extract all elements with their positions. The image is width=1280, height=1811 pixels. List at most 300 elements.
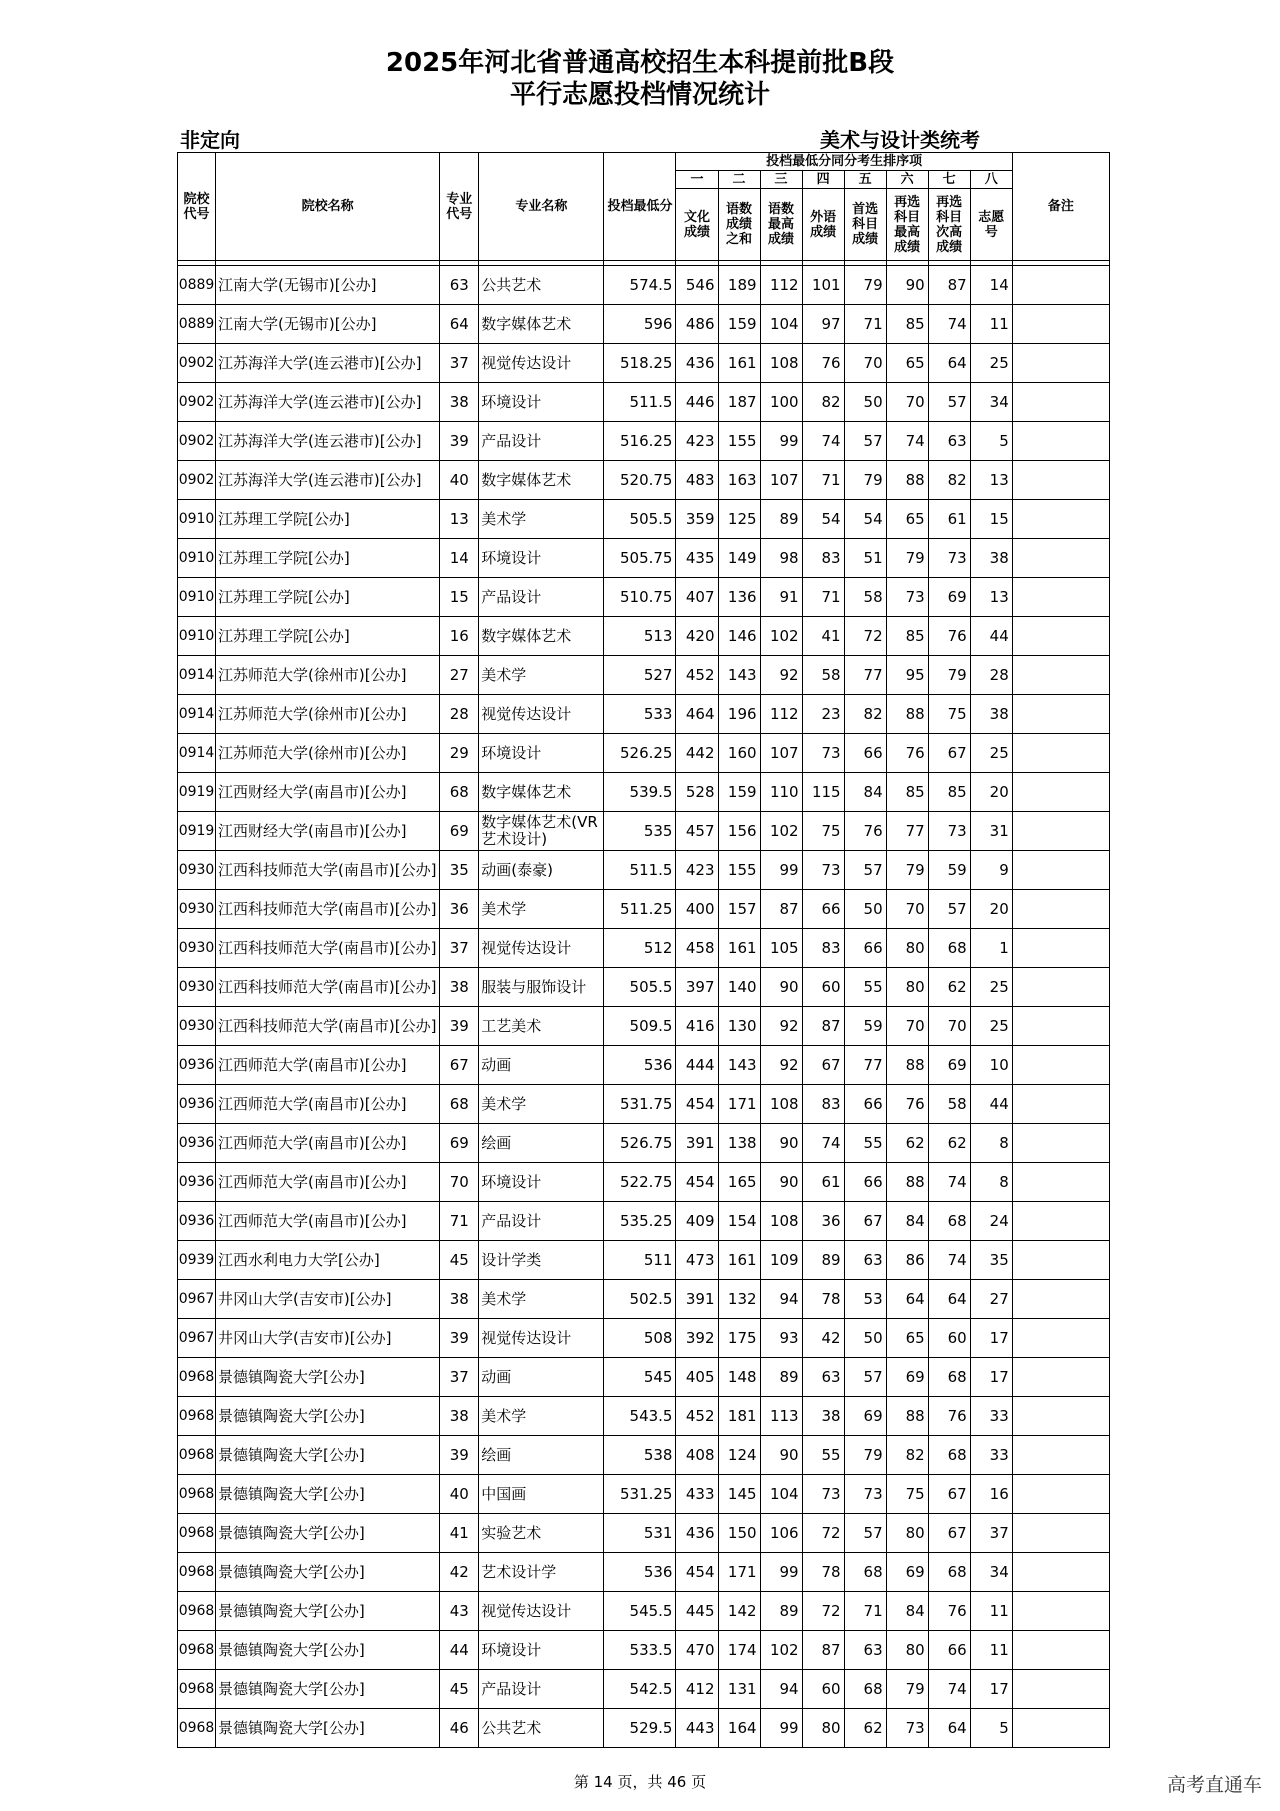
cell-culture-score: 546 — [676, 266, 718, 305]
cell-school-name: 江苏海洋大学(连云港市)[公办] — [216, 422, 440, 461]
cell-wish-number: 11 — [970, 1631, 1012, 1670]
cell-foreign-lang-score: 97 — [802, 305, 844, 344]
cell-second-subject-max: 88 — [886, 461, 928, 500]
cell-major-code: 38 — [440, 968, 479, 1007]
cell-min-score: 518.25 — [604, 344, 676, 383]
cell-second-subject-second: 82 — [928, 461, 970, 500]
cell-first-subject-score: 69 — [844, 1397, 886, 1436]
cell-school-code: 0930 — [178, 929, 216, 968]
cell-school-name: 江西科技师范大学(南昌市)[公办] — [216, 890, 440, 929]
cell-first-subject-score: 51 — [844, 539, 886, 578]
cell-major-name: 美术学 — [479, 1280, 604, 1319]
cell-chn-math-max: 90 — [760, 1124, 802, 1163]
cell-second-subject-second: 59 — [928, 851, 970, 890]
cell-chn-math-sum: 143 — [718, 656, 760, 695]
cell-second-subject-max: 86 — [886, 1241, 928, 1280]
table-row — [178, 1709, 1110, 1748]
cell-culture-score: 423 — [676, 422, 718, 461]
cell-major-name: 视觉传达设计 — [479, 929, 604, 968]
cell-chn-math-sum: 189 — [718, 266, 760, 305]
table-row — [178, 461, 1110, 500]
cell-foreign-lang-score: 42 — [802, 1319, 844, 1358]
cell-first-subject-score: 55 — [844, 968, 886, 1007]
cell-second-subject-second: 58 — [928, 1085, 970, 1124]
header-order-num: 二 — [718, 171, 760, 189]
cell-remarks — [1012, 812, 1109, 851]
cell-school-code: 0889 — [178, 266, 216, 305]
cell-school-name: 江苏师范大学(徐州市)[公办] — [216, 734, 440, 773]
cell-second-subject-second: 69 — [928, 578, 970, 617]
cell-second-subject-second: 74 — [928, 1670, 970, 1709]
cell-remarks — [1012, 773, 1109, 812]
table-row — [178, 1163, 1110, 1202]
cell-second-subject-second: 68 — [928, 1358, 970, 1397]
cell-remarks — [1012, 383, 1109, 422]
table-row — [178, 1124, 1110, 1163]
cell-second-subject-max: 69 — [886, 1553, 928, 1592]
cell-foreign-lang-score: 63 — [802, 1358, 844, 1397]
cell-min-score: 502.5 — [604, 1280, 676, 1319]
cell-chn-math-sum: 146 — [718, 617, 760, 656]
cell-foreign-lang-score: 74 — [802, 1124, 844, 1163]
cell-major-code: 39 — [440, 422, 479, 461]
table-row — [178, 812, 1110, 851]
cell-chn-math-max: 92 — [760, 1007, 802, 1046]
cell-chn-math-max: 89 — [760, 500, 802, 539]
cell-wish-number: 24 — [970, 1202, 1012, 1241]
cell-chn-math-max: 94 — [760, 1280, 802, 1319]
cell-wish-number: 44 — [970, 1085, 1012, 1124]
cell-second-subject-second: 73 — [928, 812, 970, 851]
cell-school-code: 0902 — [178, 422, 216, 461]
cell-min-score: 535.25 — [604, 1202, 676, 1241]
table-row — [178, 539, 1110, 578]
cell-chn-math-max: 93 — [760, 1319, 802, 1358]
table-row — [178, 1592, 1110, 1631]
cell-second-subject-second: 74 — [928, 305, 970, 344]
cell-major-code: 43 — [440, 1592, 479, 1631]
cell-culture-score: 446 — [676, 383, 718, 422]
cell-second-subject-second: 57 — [928, 890, 970, 929]
cell-min-score: 511 — [604, 1241, 676, 1280]
cell-second-subject-second: 68 — [928, 1202, 970, 1241]
cell-culture-score: 412 — [676, 1670, 718, 1709]
cell-min-score: 539.5 — [604, 773, 676, 812]
cell-school-code: 0967 — [178, 1280, 216, 1319]
cell-major-code: 27 — [440, 656, 479, 695]
cell-second-subject-max: 70 — [886, 1007, 928, 1046]
cell-chn-math-max: 92 — [760, 656, 802, 695]
cell-second-subject-max: 70 — [886, 890, 928, 929]
cell-school-name: 江苏海洋大学(连云港市)[公办] — [216, 344, 440, 383]
header-order-num: 六 — [886, 171, 928, 189]
cell-school-name: 江南大学(无锡市)[公办] — [216, 305, 440, 344]
cell-foreign-lang-score: 41 — [802, 617, 844, 656]
cell-remarks — [1012, 266, 1109, 305]
cell-remarks — [1012, 890, 1109, 929]
cell-school-name: 江苏理工学院[公办] — [216, 500, 440, 539]
cell-remarks — [1012, 1592, 1109, 1631]
cell-min-score: 511.5 — [604, 851, 676, 890]
cell-school-name: 景德镇陶瓷大学[公办] — [216, 1436, 440, 1475]
cell-chn-math-sum: 161 — [718, 344, 760, 383]
cell-second-subject-max: 74 — [886, 422, 928, 461]
cell-school-code: 0968 — [178, 1397, 216, 1436]
cell-culture-score: 407 — [676, 578, 718, 617]
cell-school-code: 0967 — [178, 1319, 216, 1358]
cell-foreign-lang-score: 87 — [802, 1631, 844, 1670]
cell-major-name: 绘画 — [479, 1124, 604, 1163]
cell-culture-score: 452 — [676, 1397, 718, 1436]
cell-chn-math-sum: 175 — [718, 1319, 760, 1358]
cell-chn-math-sum: 164 — [718, 1709, 760, 1748]
cell-major-name: 美术学 — [479, 500, 604, 539]
cell-school-name: 江苏师范大学(徐州市)[公办] — [216, 695, 440, 734]
cell-school-code: 0910 — [178, 578, 216, 617]
cell-chn-math-max: 90 — [760, 1163, 802, 1202]
cell-foreign-lang-score: 61 — [802, 1163, 844, 1202]
cell-chn-math-sum: 148 — [718, 1358, 760, 1397]
cell-chn-math-max: 99 — [760, 1553, 802, 1592]
cell-wish-number: 34 — [970, 383, 1012, 422]
cell-major-name: 环境设计 — [479, 539, 604, 578]
cell-major-code: 45 — [440, 1670, 479, 1709]
cell-second-subject-max: 64 — [886, 1280, 928, 1319]
cell-school-code: 0910 — [178, 500, 216, 539]
cell-foreign-lang-score: 54 — [802, 500, 844, 539]
cell-first-subject-score: 63 — [844, 1631, 886, 1670]
cell-chn-math-max: 110 — [760, 773, 802, 812]
cell-second-subject-max: 88 — [886, 1163, 928, 1202]
cell-culture-score: 473 — [676, 1241, 718, 1280]
cell-foreign-lang-score: 83 — [802, 1085, 844, 1124]
cell-major-name: 产品设计 — [479, 422, 604, 461]
cell-major-code: 37 — [440, 344, 479, 383]
cell-major-name: 环境设计 — [479, 1631, 604, 1670]
cell-wish-number: 9 — [970, 851, 1012, 890]
cell-first-subject-score: 50 — [844, 1319, 886, 1358]
cell-chn-math-sum: 124 — [718, 1436, 760, 1475]
cell-min-score: 508 — [604, 1319, 676, 1358]
cell-chn-math-sum: 132 — [718, 1280, 760, 1319]
page-number: 第 14 页，共 46 页 — [573, 1773, 707, 1791]
cell-min-score: 531 — [604, 1514, 676, 1553]
cell-second-subject-second: 62 — [928, 1124, 970, 1163]
cell-wish-number: 28 — [970, 656, 1012, 695]
cell-major-name: 视觉传达设计 — [479, 1319, 604, 1358]
cell-first-subject-score: 62 — [844, 1709, 886, 1748]
cell-wish-number: 17 — [970, 1358, 1012, 1397]
cell-foreign-lang-score: 83 — [802, 539, 844, 578]
cell-wish-number: 1 — [970, 929, 1012, 968]
cell-remarks — [1012, 1709, 1109, 1748]
cell-first-subject-score: 54 — [844, 500, 886, 539]
cell-first-subject-score: 79 — [844, 1436, 886, 1475]
cell-chn-math-sum: 171 — [718, 1553, 760, 1592]
cell-major-code: 28 — [440, 695, 479, 734]
cell-chn-math-max: 102 — [760, 812, 802, 851]
table-row — [178, 1514, 1110, 1553]
cell-min-score: 511.5 — [604, 383, 676, 422]
cell-min-score: 505.5 — [604, 968, 676, 1007]
cell-second-subject-second: 87 — [928, 266, 970, 305]
cell-min-score: 526.75 — [604, 1124, 676, 1163]
table-row — [178, 422, 1110, 461]
table-row — [178, 968, 1110, 1007]
cell-second-subject-max: 77 — [886, 812, 928, 851]
cell-culture-score: 423 — [676, 851, 718, 890]
cell-remarks — [1012, 539, 1109, 578]
table-row — [178, 1553, 1110, 1592]
cell-remarks — [1012, 734, 1109, 773]
cell-major-name: 公共艺术 — [479, 266, 604, 305]
cell-second-subject-max: 84 — [886, 1202, 928, 1241]
cell-major-code: 36 — [440, 890, 479, 929]
cell-min-score: 538 — [604, 1436, 676, 1475]
cell-wish-number: 13 — [970, 461, 1012, 500]
table-row — [178, 305, 1110, 344]
cell-min-score: 535 — [604, 812, 676, 851]
cell-remarks — [1012, 1514, 1109, 1553]
cell-school-code: 0910 — [178, 539, 216, 578]
cell-first-subject-score: 57 — [844, 851, 886, 890]
cell-second-subject-max: 73 — [886, 1709, 928, 1748]
cell-wish-number: 25 — [970, 344, 1012, 383]
cell-chn-math-max: 107 — [760, 734, 802, 773]
cell-min-score: 510.75 — [604, 578, 676, 617]
cell-chn-math-sum: 155 — [718, 851, 760, 890]
cell-school-name: 景德镇陶瓷大学[公办] — [216, 1670, 440, 1709]
cell-wish-number: 17 — [970, 1319, 1012, 1358]
table-row — [178, 500, 1110, 539]
table-row — [178, 1397, 1110, 1436]
cell-school-name: 江南大学(无锡市)[公办] — [216, 266, 440, 305]
cell-min-score: 533 — [604, 695, 676, 734]
cell-culture-score: 464 — [676, 695, 718, 734]
cell-chn-math-max: 113 — [760, 1397, 802, 1436]
header-order-num: 四 — [802, 171, 844, 189]
cell-school-code: 0930 — [178, 851, 216, 890]
cell-chn-math-sum: 155 — [718, 422, 760, 461]
cell-major-name: 服装与服饰设计 — [479, 968, 604, 1007]
cell-school-code: 0936 — [178, 1046, 216, 1085]
header-school-code: 院校代号 — [178, 153, 216, 261]
cell-major-code: 63 — [440, 266, 479, 305]
cell-second-subject-max: 73 — [886, 578, 928, 617]
cell-wish-number: 5 — [970, 422, 1012, 461]
cell-school-code: 0902 — [178, 383, 216, 422]
cell-culture-score: 443 — [676, 1709, 718, 1748]
table-row — [178, 1358, 1110, 1397]
cell-min-score: 512 — [604, 929, 676, 968]
cell-remarks — [1012, 968, 1109, 1007]
cell-major-code: 39 — [440, 1007, 479, 1046]
table-row — [178, 266, 1110, 305]
cell-second-subject-second: 85 — [928, 773, 970, 812]
cell-second-subject-second: 64 — [928, 344, 970, 383]
cell-min-score: 531.25 — [604, 1475, 676, 1514]
cell-major-code: 35 — [440, 851, 479, 890]
cell-second-subject-max: 85 — [886, 305, 928, 344]
cell-chn-math-sum: 156 — [718, 812, 760, 851]
cell-major-code: 41 — [440, 1514, 479, 1553]
cell-chn-math-sum: 150 — [718, 1514, 760, 1553]
cell-major-code: 38 — [440, 383, 479, 422]
cell-culture-score: 359 — [676, 500, 718, 539]
cell-culture-score: 433 — [676, 1475, 718, 1514]
cell-major-name: 产品设计 — [479, 578, 604, 617]
cell-school-name: 景德镇陶瓷大学[公办] — [216, 1631, 440, 1670]
header-order-item: 首选科目成绩 — [844, 189, 886, 261]
header-order-item: 语数成绩之和 — [718, 189, 760, 261]
cell-chn-math-sum: 161 — [718, 929, 760, 968]
cell-min-score: 533.5 — [604, 1631, 676, 1670]
cell-foreign-lang-score: 89 — [802, 1241, 844, 1280]
table-row — [178, 344, 1110, 383]
cell-second-subject-second: 76 — [928, 1592, 970, 1631]
cell-min-score: 513 — [604, 617, 676, 656]
cell-school-name: 江西师范大学(南昌市)[公办] — [216, 1163, 440, 1202]
cell-second-subject-max: 85 — [886, 617, 928, 656]
cell-first-subject-score: 72 — [844, 617, 886, 656]
cell-first-subject-score: 50 — [844, 383, 886, 422]
cell-culture-score: 397 — [676, 968, 718, 1007]
cell-foreign-lang-score: 58 — [802, 656, 844, 695]
cell-major-name: 实验艺术 — [479, 1514, 604, 1553]
cell-culture-score: 457 — [676, 812, 718, 851]
cell-culture-score: 436 — [676, 344, 718, 383]
cell-school-code: 0936 — [178, 1163, 216, 1202]
page-subtitle: 平行志愿投档情况统计 — [509, 80, 770, 110]
cell-chn-math-sum: 131 — [718, 1670, 760, 1709]
cell-second-subject-second: 57 — [928, 383, 970, 422]
cell-foreign-lang-score: 73 — [802, 1475, 844, 1514]
cell-major-code: 40 — [440, 461, 479, 500]
exam-type-label: 美术与设计类统考 — [820, 128, 980, 152]
page-title: 2025年河北省普通高校招生本科提前批B段 — [385, 48, 895, 78]
cell-culture-score: 445 — [676, 1592, 718, 1631]
cell-chn-math-sum: 157 — [718, 890, 760, 929]
cell-first-subject-score: 71 — [844, 1592, 886, 1631]
cell-second-subject-second: 67 — [928, 734, 970, 773]
cell-first-subject-score: 82 — [844, 695, 886, 734]
cell-foreign-lang-score: 71 — [802, 578, 844, 617]
cell-foreign-lang-score: 60 — [802, 1670, 844, 1709]
cell-major-name: 视觉传达设计 — [479, 695, 604, 734]
cell-second-subject-second: 63 — [928, 422, 970, 461]
cell-foreign-lang-score: 73 — [802, 734, 844, 773]
cell-wish-number: 27 — [970, 1280, 1012, 1319]
cell-second-subject-second: 70 — [928, 1007, 970, 1046]
cell-remarks — [1012, 1436, 1109, 1475]
cell-foreign-lang-score: 87 — [802, 1007, 844, 1046]
cell-school-name: 江苏海洋大学(连云港市)[公办] — [216, 461, 440, 500]
cell-chn-math-max: 109 — [760, 1241, 802, 1280]
cell-school-name: 井冈山大学(吉安市)[公办] — [216, 1280, 440, 1319]
header-sort-group: 投档最低分同分考生排序项 — [676, 153, 1012, 171]
cell-foreign-lang-score: 71 — [802, 461, 844, 500]
cell-foreign-lang-score: 72 — [802, 1592, 844, 1631]
cell-chn-math-sum: 143 — [718, 1046, 760, 1085]
cell-school-name: 景德镇陶瓷大学[公办] — [216, 1397, 440, 1436]
cell-major-code: 44 — [440, 1631, 479, 1670]
cell-min-score: 545 — [604, 1358, 676, 1397]
cell-major-code: 69 — [440, 812, 479, 851]
cell-remarks — [1012, 1007, 1109, 1046]
cell-first-subject-score: 59 — [844, 1007, 886, 1046]
cell-chn-math-max: 90 — [760, 968, 802, 1007]
cell-major-code: 42 — [440, 1553, 479, 1592]
cell-chn-math-max: 99 — [760, 1709, 802, 1748]
cell-chn-math-max: 99 — [760, 851, 802, 890]
cell-school-name: 江西财经大学(南昌市)[公办] — [216, 812, 440, 851]
cell-remarks — [1012, 1553, 1109, 1592]
cell-second-subject-second: 68 — [928, 929, 970, 968]
cell-first-subject-score: 53 — [844, 1280, 886, 1319]
cell-remarks — [1012, 422, 1109, 461]
cell-remarks — [1012, 1475, 1109, 1514]
cell-culture-score: 405 — [676, 1358, 718, 1397]
cell-chn-math-sum: 163 — [718, 461, 760, 500]
cell-major-code: 16 — [440, 617, 479, 656]
cell-remarks — [1012, 578, 1109, 617]
cell-school-code: 0930 — [178, 890, 216, 929]
cell-wish-number: 8 — [970, 1124, 1012, 1163]
cell-wish-number: 13 — [970, 578, 1012, 617]
cell-min-score: 520.75 — [604, 461, 676, 500]
cell-major-code: 64 — [440, 305, 479, 344]
cell-school-name: 江西财经大学(南昌市)[公办] — [216, 773, 440, 812]
cell-second-subject-second: 74 — [928, 1163, 970, 1202]
cell-min-score: 522.75 — [604, 1163, 676, 1202]
cell-school-code: 0936 — [178, 1085, 216, 1124]
header-remarks: 备注 — [1012, 153, 1109, 261]
cell-first-subject-score: 66 — [844, 1085, 886, 1124]
cell-school-name: 江西师范大学(南昌市)[公办] — [216, 1085, 440, 1124]
cell-min-score: 516.25 — [604, 422, 676, 461]
table-row — [178, 773, 1110, 812]
cell-first-subject-score: 63 — [844, 1241, 886, 1280]
cell-culture-score: 454 — [676, 1163, 718, 1202]
cell-school-name: 景德镇陶瓷大学[公办] — [216, 1592, 440, 1631]
cell-school-code: 0968 — [178, 1514, 216, 1553]
cell-min-score: 536 — [604, 1046, 676, 1085]
cell-wish-number: 17 — [970, 1670, 1012, 1709]
table-row — [178, 617, 1110, 656]
cell-remarks — [1012, 1670, 1109, 1709]
cell-chn-math-max: 94 — [760, 1670, 802, 1709]
admission-table — [177, 152, 1110, 1748]
cell-chn-math-max: 102 — [760, 1631, 802, 1670]
header-order-item: 文化成绩 — [676, 189, 718, 261]
cell-second-subject-second: 76 — [928, 1397, 970, 1436]
cell-foreign-lang-score: 55 — [802, 1436, 844, 1475]
cell-major-name: 数字媒体艺术 — [479, 617, 604, 656]
cell-min-score: 542.5 — [604, 1670, 676, 1709]
cell-second-subject-second: 79 — [928, 656, 970, 695]
cell-major-code: 37 — [440, 1358, 479, 1397]
cell-major-name: 数字媒体艺术 — [479, 305, 604, 344]
cell-chn-math-max: 112 — [760, 266, 802, 305]
cell-school-code: 0919 — [178, 773, 216, 812]
cell-culture-score: 528 — [676, 773, 718, 812]
cell-first-subject-score: 66 — [844, 1163, 886, 1202]
cell-culture-score: 486 — [676, 305, 718, 344]
cell-remarks — [1012, 1397, 1109, 1436]
table-row — [178, 1202, 1110, 1241]
cell-school-code: 0889 — [178, 305, 216, 344]
cell-culture-score: 470 — [676, 1631, 718, 1670]
